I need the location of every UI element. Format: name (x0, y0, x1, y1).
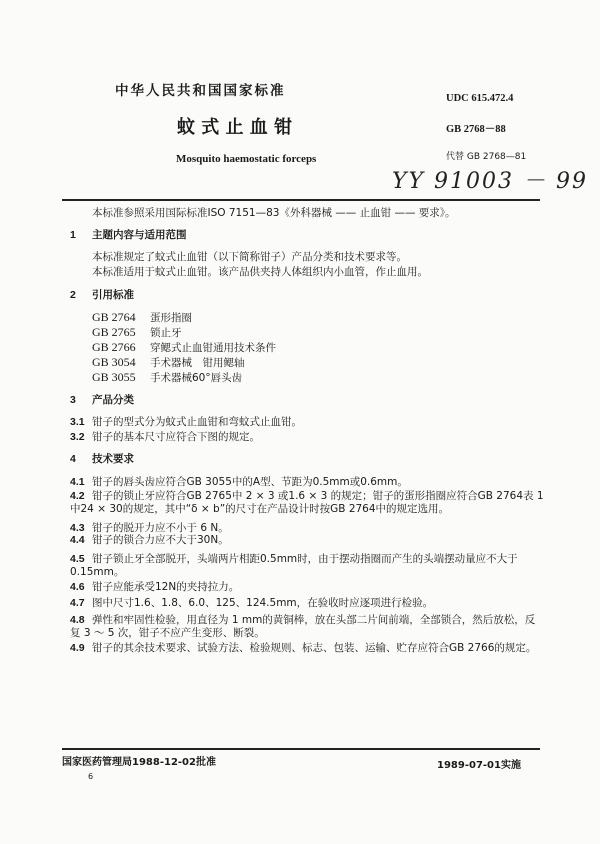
ref-code: GB 2766 (92, 340, 136, 354)
clause-text: 钳子应能承受12N的夹持拉力。 (92, 581, 240, 593)
clause-text: 钳子的型式分为蚊式止血钳和弯蚊式止血钳。 (92, 416, 302, 428)
ref-name: 蛋形指圈 (150, 312, 192, 324)
clause-number: 4.8 (70, 614, 85, 626)
clause-number: 4.7 (70, 597, 85, 609)
clause-text: 图中尺寸1.6、1.8、6.0、125、124.5mm，在验收时应逐项进行检验。 (92, 597, 434, 609)
clause (70, 489, 544, 503)
ref-name: 锁止牙 (150, 327, 182, 339)
title-cn: 蚊 式 止 血 钳 (177, 117, 293, 138)
ref-name: 穿鳃式止血钳通用技术条件 (150, 342, 276, 354)
reference-item (92, 340, 276, 355)
clause-text: 钳子锁止牙全部脱开，头端两片相距0.5mm时，由于摆动指圈而产生的头端摆动量应不大于 (92, 553, 518, 565)
clause-number: 4.4 (70, 534, 85, 546)
paragraph: 本标准规定了蚊式止血钳（以下简称钳子）产品分类和技术要求等。 (92, 251, 407, 263)
clause (70, 641, 536, 655)
ref-name: 手术器械60°唇头齿 (150, 372, 243, 384)
section-2-heading (70, 288, 134, 302)
ref-code: GB 2764 (92, 310, 136, 324)
replaces-note: 代替 GB 2768—81 (446, 152, 527, 162)
clause-text: 弹性和牢固性检验，用直径为 1 mm的黄铜棒，放在头部二片间前端，全部锁合，然后放松，反 (92, 614, 536, 626)
ref-name: 手术器械 钳用鳃轴 (150, 357, 245, 369)
clause-text: 钳子的锁止牙应符合GB 2765中 2 × 3 或1.6 × 3 的规定；钳子的蛋形指圈应符合GB 2764表 1 (92, 490, 544, 502)
clause-text: 钳子的其余技术要求、试验方法、检验规则、标志、包装、运输、贮存应符合GB 2766的规定。 (92, 642, 537, 654)
header-rule (62, 199, 540, 201)
clause-number: 4.6 (70, 581, 85, 593)
clause (70, 430, 260, 444)
clause (70, 415, 302, 429)
section-number: 4 (70, 453, 76, 465)
reference-item (92, 370, 242, 385)
effective-date: 1989-07-01实施 (437, 760, 521, 771)
clause-text: 钳子的脱开力应不小于 6 N。 (92, 522, 229, 534)
paragraph: 本标准适用于蚊式止血钳。该产品供夹持人体组织内小血管，作止血用。 (92, 266, 428, 278)
clause-text: 钳子的唇头齿应符合GB 3055中的A型、节距为0.5mm或0.6mm。 (92, 476, 408, 488)
section-1-heading (70, 228, 187, 242)
clause-number: 3.1 (70, 416, 85, 428)
clause (70, 475, 408, 489)
clause (70, 533, 229, 547)
reference-item (92, 325, 182, 340)
clause-number: 4.9 (70, 642, 85, 654)
title-en: Mosquito haemostatic forceps (176, 153, 317, 165)
standard-number: GB 2768－88 (446, 124, 506, 135)
clause-continuation: 中24 × 30的规定，其中“δ × b”的尺寸在产品设计时按GB 2764中的规定选用。 (70, 503, 450, 515)
ref-code: GB 2765 (92, 325, 136, 339)
clause-text: 钳子的基本尺寸应符合下图的规定。 (92, 431, 260, 443)
intro-text: 本标准参照采用国际标准ISO 7151—83《外科器械 —— 止血钳 —— 要求》。 (92, 207, 456, 219)
section-title: 产品分类 (92, 394, 134, 406)
clause-number: 4.2 (70, 490, 85, 502)
ref-code: GB 3054 (92, 355, 136, 369)
section-3-heading (70, 393, 134, 407)
reference-item (92, 310, 192, 325)
issuing-org: 中华人民共和国国家标准 (115, 83, 286, 99)
clause-number: 4.1 (70, 476, 85, 488)
clause (70, 580, 239, 594)
clause (70, 613, 535, 627)
clause-number: 4.5 (70, 553, 85, 565)
approval-date: 国家医药管理局1988-12-02批准 (62, 757, 216, 768)
clause (70, 552, 518, 566)
footer-rule (62, 748, 540, 750)
ref-code: GB 3055 (92, 370, 136, 384)
section-title: 引用标准 (92, 289, 134, 301)
page-number: 6 (88, 772, 94, 781)
clause-continuation: 复 3 ～ 5 次，钳子不应产生变形、断裂。 (70, 627, 265, 639)
clause-continuation: 0.15mm。 (70, 566, 125, 578)
reference-item (92, 355, 245, 370)
udc-number: UDC 615.472.4 (446, 93, 514, 104)
section-4-heading (70, 452, 134, 466)
section-title: 技术要求 (92, 453, 134, 465)
section-number: 3 (70, 394, 76, 406)
section-number: 1 (70, 229, 76, 241)
section-title: 主题内容与适用范围 (92, 229, 187, 241)
clause-number: 3.2 (70, 431, 85, 443)
clause-text: 钳子的锁合力应不大于30N。 (92, 534, 229, 546)
handwritten-number: YY 91003 － 99 (392, 169, 589, 194)
clause-number: 4.3 (70, 522, 85, 534)
section-number: 2 (70, 289, 76, 301)
clause (70, 596, 433, 610)
